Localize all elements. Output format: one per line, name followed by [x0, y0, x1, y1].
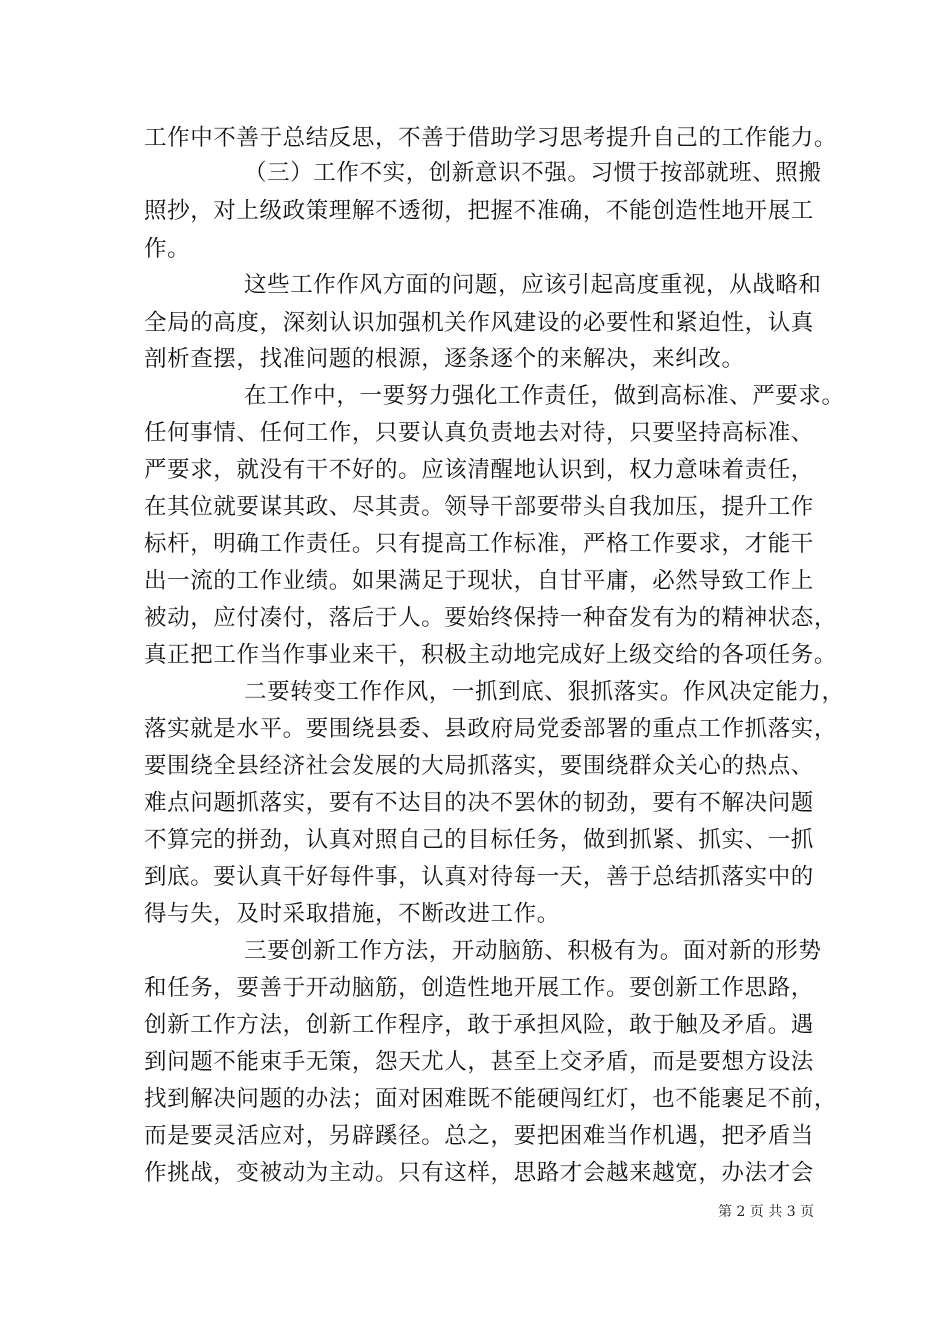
- text-line: 找到解决问题的办法；面对困难既不能硬闯红灯，也不能裹足不前，: [144, 1086, 838, 1112]
- text-line: 落实就是水平。要围绕县委、县政府局党委部署的重点工作抓落实，: [144, 716, 838, 742]
- text-line: 出一流的工作业绩。如果满足于现状，自甘平庸，必然导致工作上: [144, 568, 814, 594]
- text-line: 而是要灵活应对，另辟蹊径。总之，要把困难当作机遇，把矛盾当: [144, 1123, 814, 1149]
- text-line: 标杆，明确工作责任。只有提高工作标准，严格工作要求，才能干: [144, 531, 814, 557]
- text-line: 严要求，就没有干不好的。应该清醒地认识到，权力意味着责任，: [144, 457, 814, 483]
- text-line: 创新工作方法，创新工作程序，敢于承担风险，敢于触及矛盾。遇: [144, 1012, 814, 1038]
- text-line: 被动，应付凑付，落后于人。要始终保持一种奋发有为的精神状态，: [144, 605, 838, 631]
- text-line: 难点问题抓落实，要有不达目的决不罢休的韧劲，要有不解决问题: [144, 790, 814, 816]
- text-line: 要围绕全县经济社会发展的大局抓落实，要围绕群众关心的热点、: [144, 753, 814, 779]
- text-line: 在工作中，一要努力强化工作责任，做到高标准、严要求。: [244, 383, 845, 409]
- text-line: 不算完的拼劲，认真对照自己的目标任务，做到抓紧、抓实、一抓: [144, 827, 814, 853]
- text-line: （三）工作不实，创新意识不强。习惯于按部就班、照搬: [244, 160, 822, 186]
- text-line: 和任务，要善于开动脑筋，创造性地开展工作。要创新工作思路，: [144, 975, 814, 1001]
- text-line: 二要转变工作作风，一抓到底、狠抓落实。作风决定能力，: [244, 679, 845, 705]
- text-line: 到底。要认真干好每件事，认真对待每一天，善于总结抓落实中的: [144, 864, 814, 890]
- text-line: 在其位就要谋其政、尽其责。领导干部要带头自我加压，提升工作: [144, 494, 814, 520]
- page-number: 第 2 页 共 3 页: [718, 1204, 815, 1220]
- text-line: 任何事情、任何工作，只要认真负责地去对待，只要坚持高标准、: [144, 420, 814, 446]
- text-line: 全局的高度，深刻认识加强机关作风建设的必要性和紧迫性，认真: [144, 310, 814, 336]
- text-line: 真正把工作当作事业来干，积极主动地完成好上级交给的各项任务。: [144, 642, 838, 668]
- text-line: 到问题不能束手无策，怨天尤人，甚至上交矛盾，而是要想方设法: [144, 1049, 814, 1075]
- text-line: 三要创新工作方法，开动脑筋、积极有为。面对新的形势: [244, 938, 822, 964]
- text-line: 作挑战，变被动为主动。只有这样，思路才会越来越宽，办法才会: [144, 1160, 814, 1186]
- text-line: 这些工作作风方面的问题，应该引起高度重视，从战略和: [244, 272, 822, 298]
- text-line: 得与失，及时采取措施，不断改进工作。: [144, 901, 560, 927]
- text-line: 剖析查摆，找准问题的根源，逐条逐个的来解决，来纠改。: [144, 346, 745, 372]
- text-line: 作。: [144, 236, 191, 262]
- text-line: 照抄，对上级政策理解不透彻，把握不准确，不能创造性地开展工: [144, 198, 814, 224]
- text-line: 工作中不善于总结反思，不善于借助学习思考提升自己的工作能力。: [144, 125, 838, 151]
